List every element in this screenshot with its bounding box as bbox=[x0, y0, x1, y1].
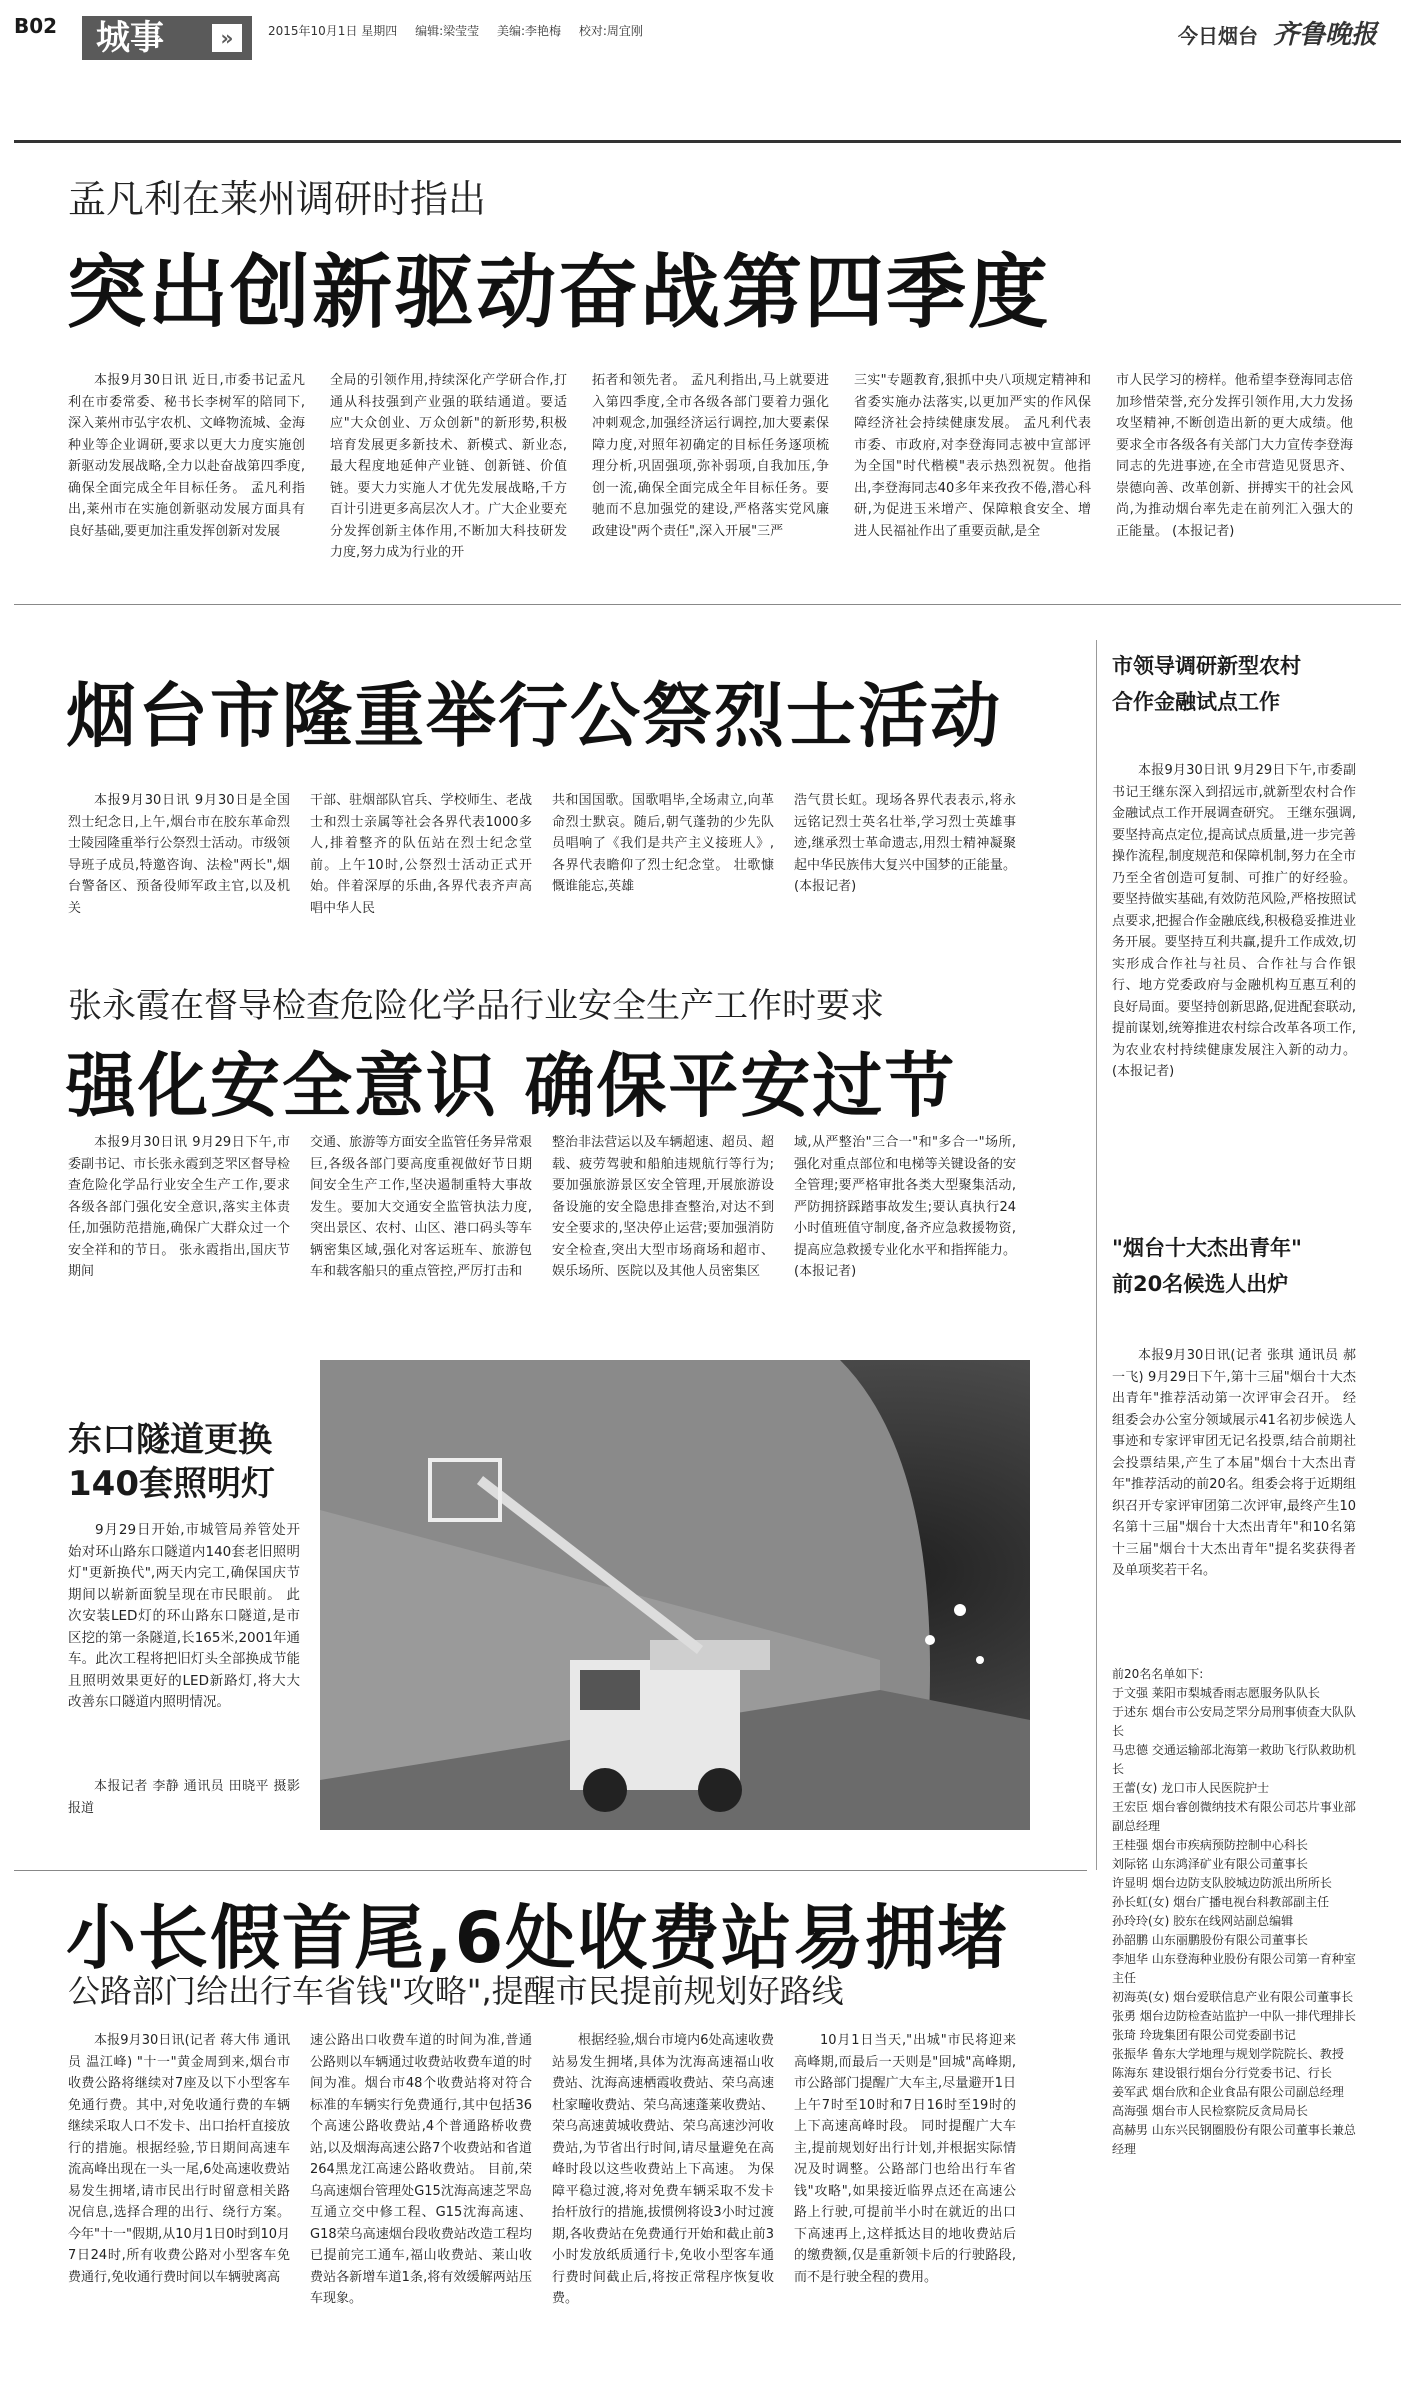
article-4-col-2: 速公路出口收费车道的时间为准,普通公路则以车辆通过收费站收费车道的时间为准。烟台市48个收费站将对符合标准的车辆实行免费通行,其中包括36个高速公路收费站,4个普通路桥收费站,以及烟海高速公路7个收费站和省道264黑龙江高速公路收费站。 目前,荣乌高速烟台管理处G15沈海高速芝罘岛互通立交中修工程、G15沈海高速、G18荣乌高速烟台段收费站改造工程均已提前完工通车,福山收费站、莱山收费站各新增车道1条,将有效缓解两站压车现象。 bbox=[310, 2033, 532, 2306]
column-name: 今日烟台 bbox=[1178, 24, 1259, 48]
double-arrow-icon: » bbox=[212, 24, 242, 52]
sidebar-2-title: "烟台十大杰出青年" 前20名候选人出炉 bbox=[1112, 1236, 1302, 1296]
article-3-headline: 强化安全意识 确保平安过节 bbox=[66, 1045, 957, 1127]
candidate-item: 张琦 玲珑集团有限公司党委副书记 bbox=[1112, 2028, 1296, 2042]
candidate-item: 高海强 烟台市人民检察院反贪局局长 bbox=[1112, 2104, 1308, 2118]
tunnel-photo bbox=[320, 1360, 1030, 1830]
header-rule bbox=[14, 140, 1401, 143]
article-1-col-1: 本报9月30日讯 近日,市委书记孟凡利在市委常委、秘书长李树军的陪同下,深入莱州市弘宇农机、文峰物流城、金海种业等企业调研,要求以更大力度实施创新驱动发展战略,全力以赴奋战第四季度,确保全面完成全年目标任务。 孟凡利指出,莱州市在实施创新驱动发展方面具有良好基础,要更加注重发挥创新对发展 bbox=[68, 373, 305, 539]
article-2-col-1: 本报9月30日讯 9月30日是全国烈士纪念日,上午,烟台市在胶东革命烈士陵园隆重举行公祭烈士活动。市级领导班子成员,特邀咨询、法检"两长",烟台警备区、预备役师军政主官,以及机关 bbox=[68, 793, 290, 916]
candidate-item: 孙韶鹏 山东丽鹏股份有限公司董事长 bbox=[1112, 1933, 1308, 1947]
article-3-col-2: 交通、旅游等方面安全监管任务异常艰巨,各级各部门要高度重视做好节日期间安全生产工作,坚决遏制重特大事故发生。要加大交通安全监管执法力度,突出景区、农村、山区、港口码头等车辆密集区域,强化对客运班车、旅游包车和载客船只的重点管控,严厉打击和 bbox=[310, 1135, 532, 1279]
article-4-headline: 小长假首尾,6处收费站易拥堵 bbox=[66, 1897, 1010, 1979]
article-1-kicker: 孟凡利在莱州调研时指出 bbox=[68, 177, 487, 221]
designer-credit: 美编:李艳梅 bbox=[496, 24, 562, 38]
candidate-item: 高赫男 山东兴民钢圈股份有限公司董事长兼总经理 bbox=[1112, 2123, 1356, 2156]
article-2-col-3: 共和国国歌。国歌唱毕,全场肃立,向革命烈士默哀。随后,朝气蓬勃的少先队员唱响了《我们是共产主义接班人》,各界代表瞻仰了烈士纪念堂。 壮歌慷慨谁能忘,英雄 bbox=[552, 793, 774, 894]
article-1-col-2: 全局的引领作用,持续深化产学研合作,打通从科技强到产业强的联结通道。要适应"大众创业、万众创新"的新形势,积极培育发展更多新技术、新模式、新业态,最大程度地延伸产业链、创新链、价值链。要大力实施人才优先发展战略,千方百计引进更多高层次人才。广大企业要充分发挥创新主体作用,不断加大科技研发力度,努力成为行业的开 bbox=[330, 373, 567, 560]
article-1-headline: 突出创新驱动奋战第四季度 bbox=[66, 246, 1050, 339]
section-label: 城事 bbox=[96, 18, 164, 58]
masthead-brand bbox=[1178, 14, 1377, 51]
article-3-kicker: 张永霞在督导检查危险化学品行业安全生产工作时要求 bbox=[68, 986, 884, 1026]
candidate-item: 陈海东 建设银行烟台分行党委书记、行长 bbox=[1112, 2066, 1332, 2080]
candidate-item: 于文强 莱阳市梨城香雨志愿服务队队长 bbox=[1112, 1686, 1320, 1700]
sidebar-1-body: 本报9月30日讯 9月29日下午,市委副书记王继东深入到招远市,就新型农村合作金融试点工作开展调查研究。 王继东强调,要坚持高点定位,提高试点质量,进一步完善操作流程,制度规范和保障机制,努力在全市乃至全省创造可复制、可推广的好经验。要坚持做实基础,有效防范风险,严格按照试点要求,把握合作金融底线,积极稳妥推进业务开展。要坚持互利共赢,提升工作成效,切实形成合作社与社员、合作社与合作银行、地方党委政府与金融机构互惠互利的良好局面。要坚持创新思路,促进配套联动,提前谋划,统筹推进农村综合改革各项工作,为农业农村持续健康发展注入新的动力。 (本报记者) bbox=[1112, 763, 1356, 1079]
article-2-headline: 烟台市隆重举行公祭烈士活动 bbox=[66, 675, 1002, 757]
candidate-item: 王宏臣 烟台睿创微纳技术有限公司芯片事业部副总经理 bbox=[1112, 1800, 1356, 1833]
column-divider bbox=[1096, 640, 1097, 1870]
article-4-col-1: 本报9月30日讯(记者 蒋大伟 通讯员 温江峰) "十一"黄金周到来,烟台市收费公路将继续对7座及以下小型客车免通行费。其中,对免收通行费的车辆继续采取人口不发卡、出口抬杆直接放行的措施。根据经验,节日期间高速车流高峰出现在一头一尾,6处高速收费站易发生拥堵,请市民出行时留意相关路况信息,选择合理的出行、绕行方案。 今年"十一"假期,从10月1日0时到10月7日24时,所有收费公路对小型客车免费通行,免收通行费时间以车辆驶离高 bbox=[68, 2033, 290, 2285]
candidate-list bbox=[1112, 1665, 1362, 2159]
article-2-col-4: 浩气贯长虹。现场各界代表表示,将永远铭记烈士英名壮举,学习烈士英雄事迹,继承烈士革命遗志,用烈士精神凝聚起中华民族伟大复兴中国梦的正能量。 (本报记者) bbox=[794, 793, 1016, 894]
candidate-item: 姜军武 烟台欣和企业食品有限公司副总经理 bbox=[1112, 2085, 1344, 2099]
candidate-item: 初海英(女) 烟台爱联信息产业有限公司董事长 bbox=[1112, 1990, 1354, 2004]
editor-credit: 编辑:梁莹莹 bbox=[415, 24, 480, 38]
divider bbox=[14, 1870, 1087, 1871]
article-1-col-5: 市人民学习的榜样。他希望李登海同志倍加珍惜荣誉,充分发挥引领作用,大力发扬攻坚精神,不断创造出新的更大成绩。他要求全市各级各有关部门大力宣传李登海同志的先进事迹,在全市营造见贤思齐、崇德向善、改革创新、拼搏实干的社会风尚,为推动烟台率先走在前列汇入强大的正能量。 (本报记者) bbox=[1116, 373, 1353, 539]
candidate-item: 刘际铭 山东鸿泽矿业有限公司董事长 bbox=[1112, 1857, 1308, 1871]
candidate-item: 张振华 鲁东大学地理与规划学院院长、教授 bbox=[1112, 2047, 1344, 2061]
sidebar-1-title: 市领导调研新型农村 合作金融试点工作 bbox=[1112, 654, 1301, 714]
tunnel-box-credit: 本报记者 李静 通讯员 田晓平 摄影报道 bbox=[68, 1779, 300, 1816]
section-tab bbox=[82, 16, 252, 60]
divider bbox=[14, 604, 1401, 605]
paper-logo: 齐鲁晚报 bbox=[1272, 20, 1377, 50]
sidebar-2-body: 本报9月30日讯(记者 张琪 通讯员 郝一飞) 9月29日下午,第十三届"烟台十大杰出青年"推荐活动第一次评审会召开。 经组委会办公室分领域展示41名初步候选人事迹和专家评审团无记名投票,结合前期社会投票结果,产生了本届"烟台十大杰出青年"推荐活动的前20名。组委会将于近期组织召开专家评审团第二次评审,最终产生10名第十三届"烟台十大杰出青年"和10名第十三届"烟台十大杰出青年"提名奖获得者及单项奖若干名。 bbox=[1112, 1348, 1356, 1578]
candidate-item: 张勇 烟台边防检查站监护一中队一排代理排长 bbox=[1112, 2009, 1356, 2023]
candidate-item: 孙玲玲(女) 胶东在线网站副总编辑 bbox=[1112, 1914, 1294, 1928]
tunnel-box-title: 东口隧道更换 140套照明灯 bbox=[68, 1420, 275, 1504]
candidate-item: 马忠德 交通运输部北海第一救助飞行队救助机长 bbox=[1112, 1743, 1356, 1776]
article-4-col-3: 根据经验,烟台市境内6处高速收费站易发生拥堵,具体为沈海高速福山收费站、沈海高速栖霞收费站、荣乌高速杜家疃收费站、荣乌高速蓬莱收费站、荣乌高速黄城收费站、荣乌高速沙河收费站,为节省出行时间,请尽量避免在高峰时段以这些收费站上下高速。 为保障平稳过渡,将对免费车辆采取不发卡抬杆放行的措施,拔惯例将设3小时过渡期,各收费站在免费通行开始和截止前3小时发放纸质通行卡,免收小型客车通行费时间截止后,将按正常程序恢复收费。 bbox=[552, 2033, 774, 2306]
issue-date: 2015年10月1日 星期四 bbox=[268, 24, 398, 38]
issue-meta bbox=[268, 22, 657, 39]
proof-credit: 校对:周宜刚 bbox=[578, 24, 643, 38]
tunnel-illustration bbox=[320, 1360, 1030, 1830]
article-1-col-3: 拓者和领先者。 孟凡利指出,马上就要进入第四季度,全市各级各部门要着力强化冲刺观念,加强经济运行调控,加大要素保障力度,对照年初确定的目标任务逐项梳理分析,巩固强项,弥补弱项,自我加压,争创一流,确保全面完成全年目标任务。要驰而不息加强党的建设,严格落实党风廉政建设"两个责任",深入开展"三严 bbox=[592, 373, 829, 539]
candidate-item: 王桂强 烟台市疾病预防控制中心科长 bbox=[1112, 1838, 1308, 1852]
tunnel-box-body: 9月29日开始,市城管局养管处开始对环山路东口隧道内140套老旧照明灯"更新换代",两天内完工,确保国庆节期间以崭新面貌呈现在市民眼前。 此次安装LED灯的环山路东口隧道,是市区挖的第一条隧道,长165米,2001年通车。此次工程将把旧灯头全部换成节能且照明效果更好的LED新路灯,将大大改善东口隧道内照明情况。 bbox=[68, 1522, 300, 1710]
article-1-col-4: 三实"专题教育,狠抓中央八项规定精神和省委实施办法落实,以更加严实的作风保障经济社会持续健康发展。 孟凡利代表市委、市政府,对李登海同志被中宣部评为全国"时代楷模"表示热烈祝贺。他指出,李登海同志40多年来孜孜不倦,潜心科研,为促进玉米增产、保障粮食安全、增进人民福祉作出了重要贡献,是全 bbox=[854, 373, 1091, 539]
candidate-item: 于述东 烟台市公安局芝罘分局刑事侦查大队队长 bbox=[1112, 1705, 1356, 1738]
article-2-col-2: 干部、驻烟部队官兵、学校师生、老战士和烈士亲属等社会各界代表1000多人,排着整齐的队伍站在烈士纪念堂前。上午10时,公祭烈士活动正式开始。伴着深厚的乐曲,各界代表齐声高唱中华人民 bbox=[310, 793, 532, 916]
article-3-col-1: 本报9月30日讯 9月29日下午,市委副书记、市长张永霞到芝罘区督导检查危险化学品行业安全生产工作,要求各级各部门强化安全意识,落实主体责任,加强防范措施,确保广大群众过一个安全祥和的节日。 张永霞指出,国庆节期间 bbox=[68, 1135, 290, 1279]
candidate-item: 李旭华 山东登海种业股份有限公司第一育种室主任 bbox=[1112, 1952, 1356, 1985]
candidate-list-intro: 前20名名单如下: bbox=[1112, 1667, 1204, 1681]
article-4-subhead: 公路部门给出行车省钱"攻略",提醒市民提前规划好路线 bbox=[68, 1972, 844, 2010]
candidate-item: 孙长虹(女) 烟台广播电视台科教部副主任 bbox=[1112, 1895, 1330, 1909]
article-4-col-4: 10月1日当天,"出城"市民将迎来高峰期,而最后一天则是"回城"高峰期,市公路部门提醒广大车主,尽量避开1日上午7时至10时和7日16时至19时的上下高速高峰时段。 同时提醒广大车主,提前规划好出行计划,并根据实际情况及时调整。公路部门也给出行车省钱"攻略",如果接近临界点还在高速公路上行驶,可提前半小时在就近的出口下高速再上,这样抵达目的地收费站后的缴费额,仅是重新领卡后的行驶路段,而不是行驶全程的费用。 bbox=[794, 2033, 1016, 2285]
candidate-item: 王蕾(女) 龙口市人民医院护士 bbox=[1112, 1781, 1270, 1795]
article-3-col-3: 整治非法营运以及车辆超速、超员、超载、疲劳驾驶和船舶违规航行等行为;要加强旅游景区安全管理,开展旅游设备设施的安全隐患排查整治,对达不到安全要求的,坚决停止运营;要加强消防安全检查,突出大型市场商场和超市、娱乐场所、医院以及其他人员密集区 bbox=[552, 1135, 774, 1279]
candidate-item: 许显明 烟台边防支队胶城边防派出所所长 bbox=[1112, 1876, 1332, 1890]
page-number: B02 bbox=[14, 14, 58, 38]
article-3-col-4: 域,从严整治"三合一"和"多合一"场所,强化对重点部位和电梯等关键设备的安全管理;要严格审批各类大型聚集活动,严防拥挤踩踏事故发生;要认真执行24小时值班值守制度,备齐应急救援物资,提高应急救援专业化水平和指挥能力。 (本报记者) bbox=[794, 1135, 1016, 1279]
